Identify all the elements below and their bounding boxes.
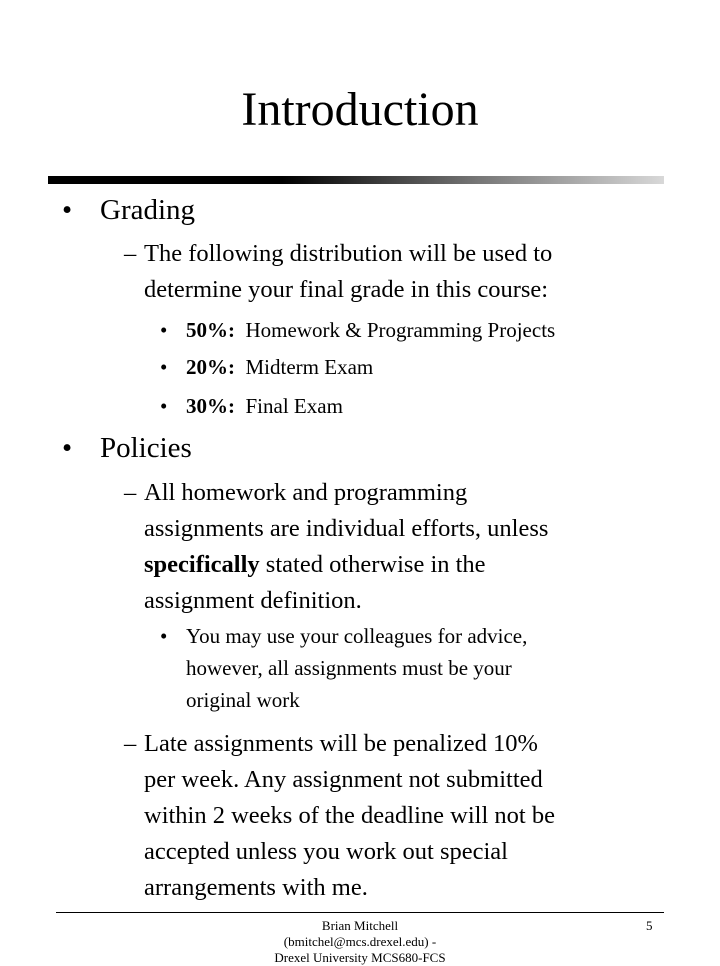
dash-marker: –	[124, 730, 137, 757]
policies-heading: Policies	[100, 432, 192, 464]
policy-text-part: stated otherwise in the assignment definition.	[144, 551, 486, 614]
bullet-dot: •	[160, 394, 168, 418]
grading-intro-text: The following distribution will be used to determine your final grade in this course:	[144, 240, 553, 303]
footer-author: Brian Mitchell (bmitchel@mcs.drexel.edu) - Drexel University MCS680-FCS	[274, 918, 446, 965]
grade-item-text	[186, 390, 686, 422]
bullet-dot: •	[160, 355, 168, 379]
grade-percent: 50%:	[186, 318, 235, 342]
bullet-dot: •	[160, 624, 168, 648]
grade-item-text	[186, 351, 686, 383]
grade-item-text	[186, 314, 686, 346]
dash-marker: –	[124, 479, 137, 506]
policy-text-part: All homework and programming assignments are individual efforts, unless	[144, 479, 549, 542]
dash-marker: –	[124, 240, 137, 267]
title-underline-rule	[48, 176, 664, 184]
bullet-dot: •	[62, 194, 73, 226]
grade-label: Midterm Exam	[245, 355, 374, 379]
policy-text	[144, 475, 664, 619]
grade-label: Homework & Programming Projects	[245, 318, 556, 342]
grade-percent: 30%:	[186, 394, 235, 418]
grade-label: Final Exam	[245, 394, 343, 418]
policy-text: Late assignments will be penalized 10% per week. Any assignment not submitted within 2 weeks of the deadline will not be accepted unless you work out special arrangements with me.	[144, 730, 555, 901]
bullet-dot: •	[160, 318, 168, 342]
slide-title: Introduction	[241, 83, 479, 136]
policy-emphasis: specifically	[144, 551, 260, 578]
grade-percent: 20%:	[186, 355, 235, 379]
bullet-dot: •	[62, 432, 73, 464]
footer-rule	[56, 912, 664, 913]
page-number: 5	[646, 918, 653, 933]
policy-subitem-text: You may use your colleagues for advice, however, all assignments must be your original work	[186, 624, 528, 712]
grading-heading: Grading	[100, 194, 196, 226]
